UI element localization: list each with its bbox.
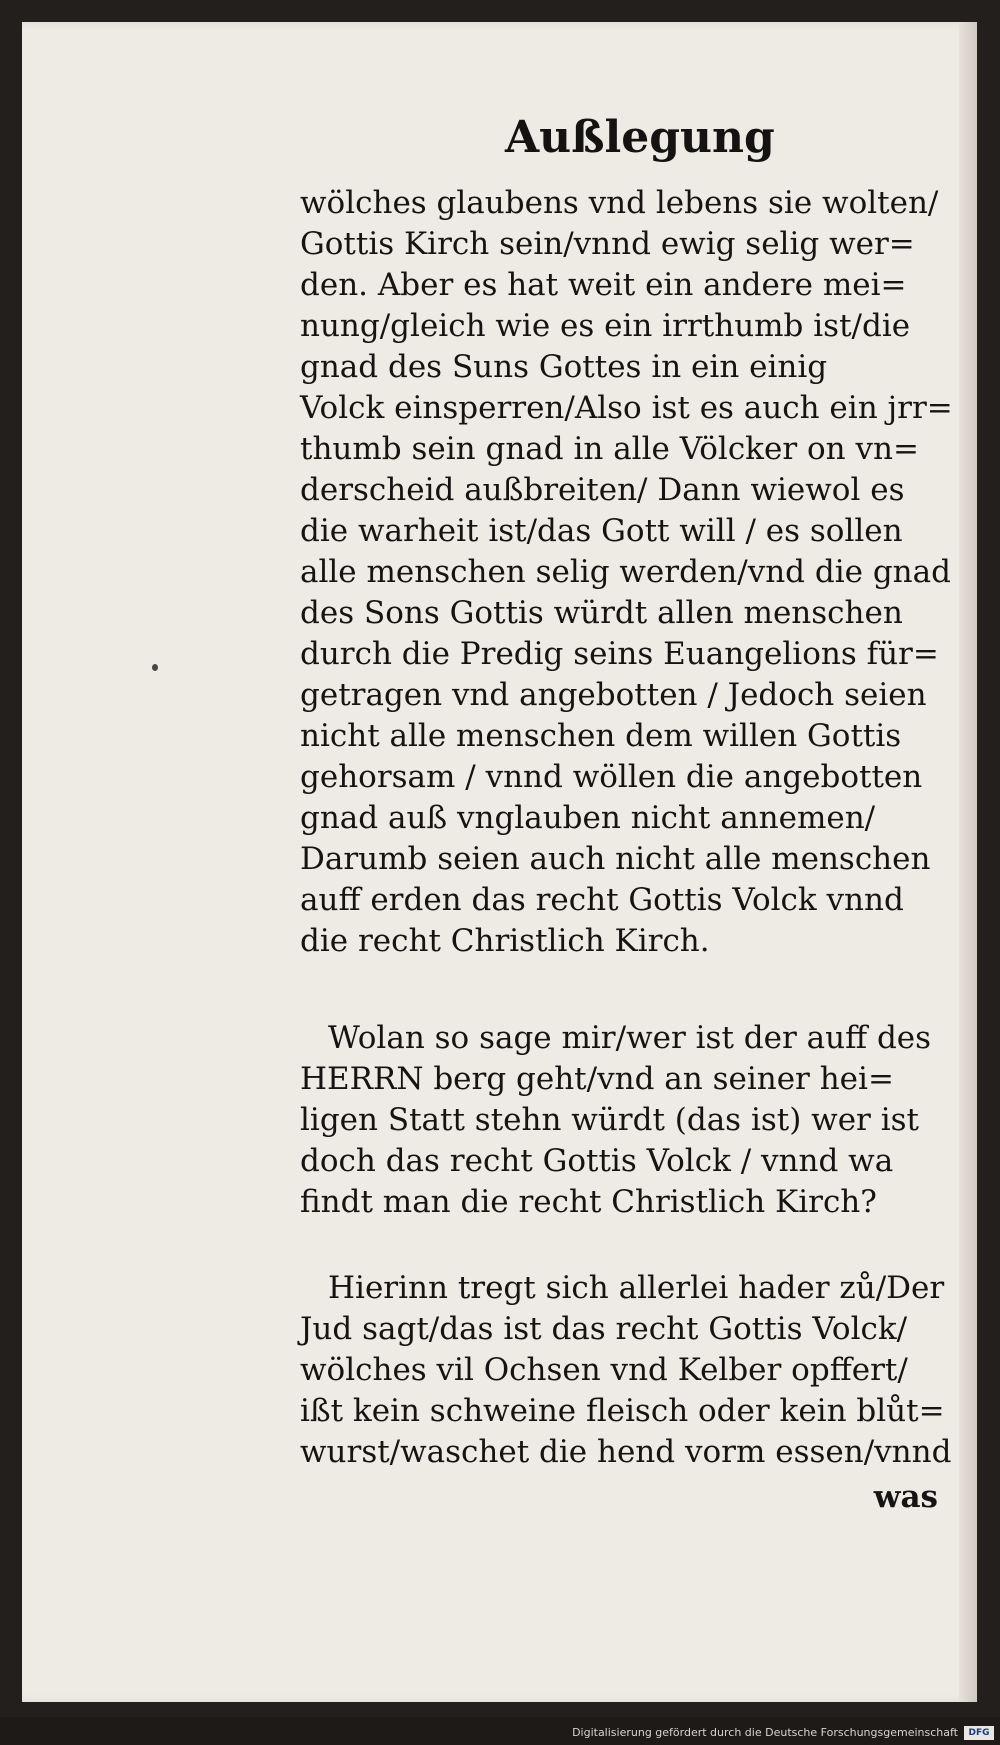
running-heading: Außlegung — [505, 112, 775, 163]
text-line: Volck einsperren/Also ist es auch ein jrr= — [300, 390, 953, 426]
text-line: getragen vnd angebotten / Jedoch seien — [300, 677, 927, 713]
page-edge — [959, 22, 977, 1702]
text-line: gnad auß vnglauben nicht annemen/ — [300, 800, 876, 836]
text-line: den. Aber es hat weit ein andere mei= — [300, 267, 907, 303]
text-line: findt man die recht Christlich Kirch? — [300, 1184, 877, 1220]
ink-speck — [152, 664, 158, 671]
text-line: des Sons Gottis würdt allen menschen — [300, 595, 903, 631]
text-line: Wolan so sage mir/wer ist der auff des — [328, 1020, 932, 1056]
text-line: derscheid außbreiten/ Dann wiewol es — [300, 472, 905, 508]
text-line: nicht alle menschen dem willen Gottis — [300, 718, 902, 754]
text-line: nung/gleich wie es ein irrthumb ist/die — [300, 308, 911, 344]
text-line: HERRN berg geht/vnd an seiner hei= — [300, 1061, 894, 1097]
text-line: gnad des Suns Gottes in ein einig — [300, 349, 828, 385]
text-line: doch das recht Gottis Volck / vnnd wa — [300, 1143, 894, 1179]
text-line: Jud sagt/das ist das recht Gottis Volck/ — [300, 1311, 908, 1347]
paragraph-1 — [300, 183, 960, 962]
text-line: ißt kein schweine fleisch oder kein blůt= — [300, 1393, 945, 1429]
text-line: auff erden das recht Gottis Volck vnnd — [300, 882, 904, 918]
catchword: was — [873, 1479, 938, 1515]
text-line: die warheit ist/das Gott will / es sollen — [300, 513, 903, 549]
text-line: alle menschen selig werden/vnd die gnad — [300, 554, 951, 590]
text-line: wölches glaubens vnd lebens sie wolten/ — [300, 185, 939, 221]
text-line: die recht Christlich Kirch. — [300, 923, 710, 959]
text-line: ligen Statt stehn würdt (das ist) wer ist — [300, 1102, 920, 1138]
text-line: thumb sein gnad in alle Völcker on vn= — [300, 431, 919, 467]
paragraph-3 — [300, 1268, 960, 1473]
text-line: wurst/waschet die hend vorm essen/vnnd — [300, 1434, 952, 1470]
text-line: Gottis Kirch sein/vnnd ewig selig wer= — [300, 226, 915, 262]
text-line: Darumb seien auch nicht alle menschen — [300, 841, 931, 877]
text-line: gehorsam / vnnd wöllen die angebotten — [300, 759, 923, 795]
paragraph-2 — [300, 1018, 960, 1223]
text-line: Hierinn tregt sich allerlei hader zů/Der — [328, 1270, 945, 1306]
dfg-logo: DFG — [964, 1726, 994, 1740]
funding-note: Digitalisierung gefördert durch die Deutsche Forschungsgemeinschaft — [572, 1726, 958, 1739]
text-line: wölches vil Ochsen vnd Kelber opffert/ — [300, 1352, 908, 1388]
text-line: durch die Predig seins Euangelions für= — [300, 636, 939, 672]
footer-bar — [0, 1717, 1000, 1745]
